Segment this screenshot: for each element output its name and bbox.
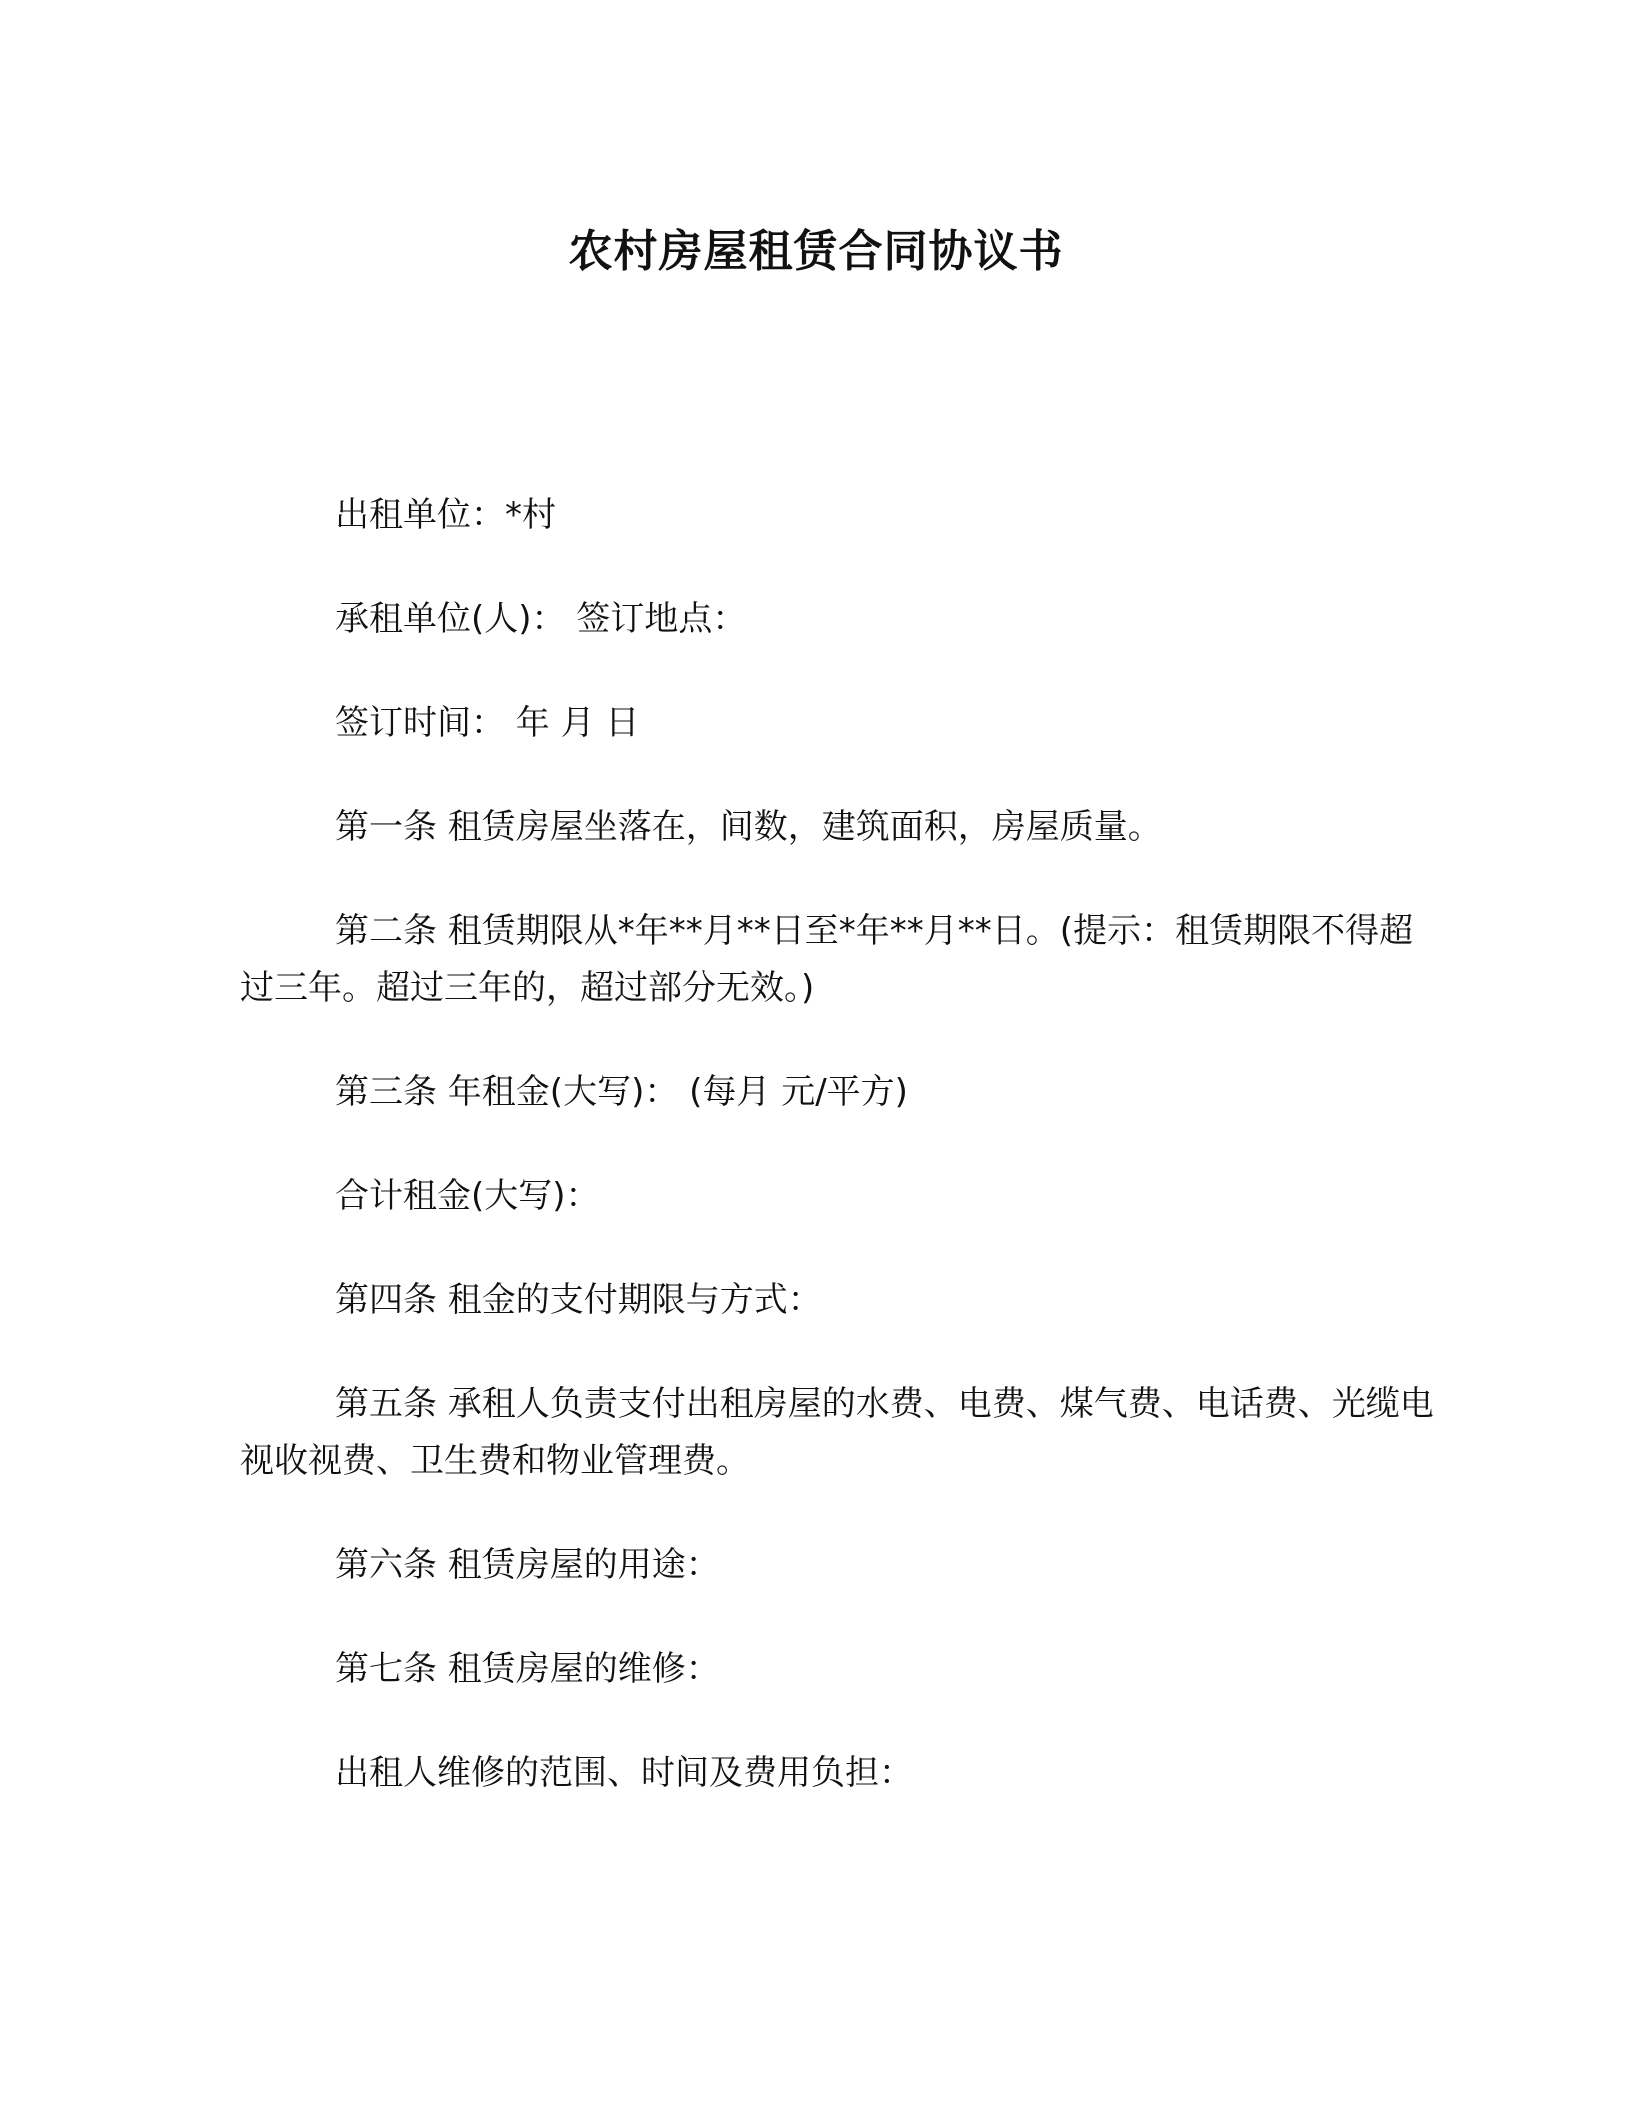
paragraph-article-6: 第六条 租赁房屋的用途：	[335, 1545, 720, 1585]
paragraph-article-3: 第三条 年租金(大写)： (每月 元/平方)	[335, 1072, 908, 1112]
paragraph-total-rent: 合计租金(大写)：	[335, 1176, 600, 1216]
document-body	[240, 487, 1440, 1802]
paragraph-lessee-location: 承租单位(人)： 签订地点：	[335, 599, 747, 639]
paragraph-article-4: 第四条 租金的支付期限与方式：	[335, 1280, 822, 1320]
paragraph-article-5: 第五条 承租人负责支付出租房屋的水费、电费、煤气费、电话费、光缆电视收视费、卫生费和物业管理费。	[240, 1384, 1434, 1481]
paragraph-article-7: 第七条 租赁房屋的维修：	[335, 1649, 720, 1689]
paragraph-signing-date: 签订时间： 年 月 日	[335, 703, 640, 743]
document-title: 农村房屋租赁合同协议书	[568, 226, 1064, 277]
paragraph-article-1: 第一条 租赁房屋坐落在，间数，建筑面积，房屋质量。	[335, 807, 1162, 847]
paragraph-lessor: 出租单位：*村	[335, 495, 556, 535]
paragraph-lessor-repair: 出租人维修的范围、时间及费用负担：	[335, 1753, 913, 1793]
paragraph-article-2: 第二条 租赁期限从*年**月**日至*年**月**日。(提示：租赁期限不得超过三年。超过三年的，超过部分无效。)	[240, 911, 1414, 1008]
